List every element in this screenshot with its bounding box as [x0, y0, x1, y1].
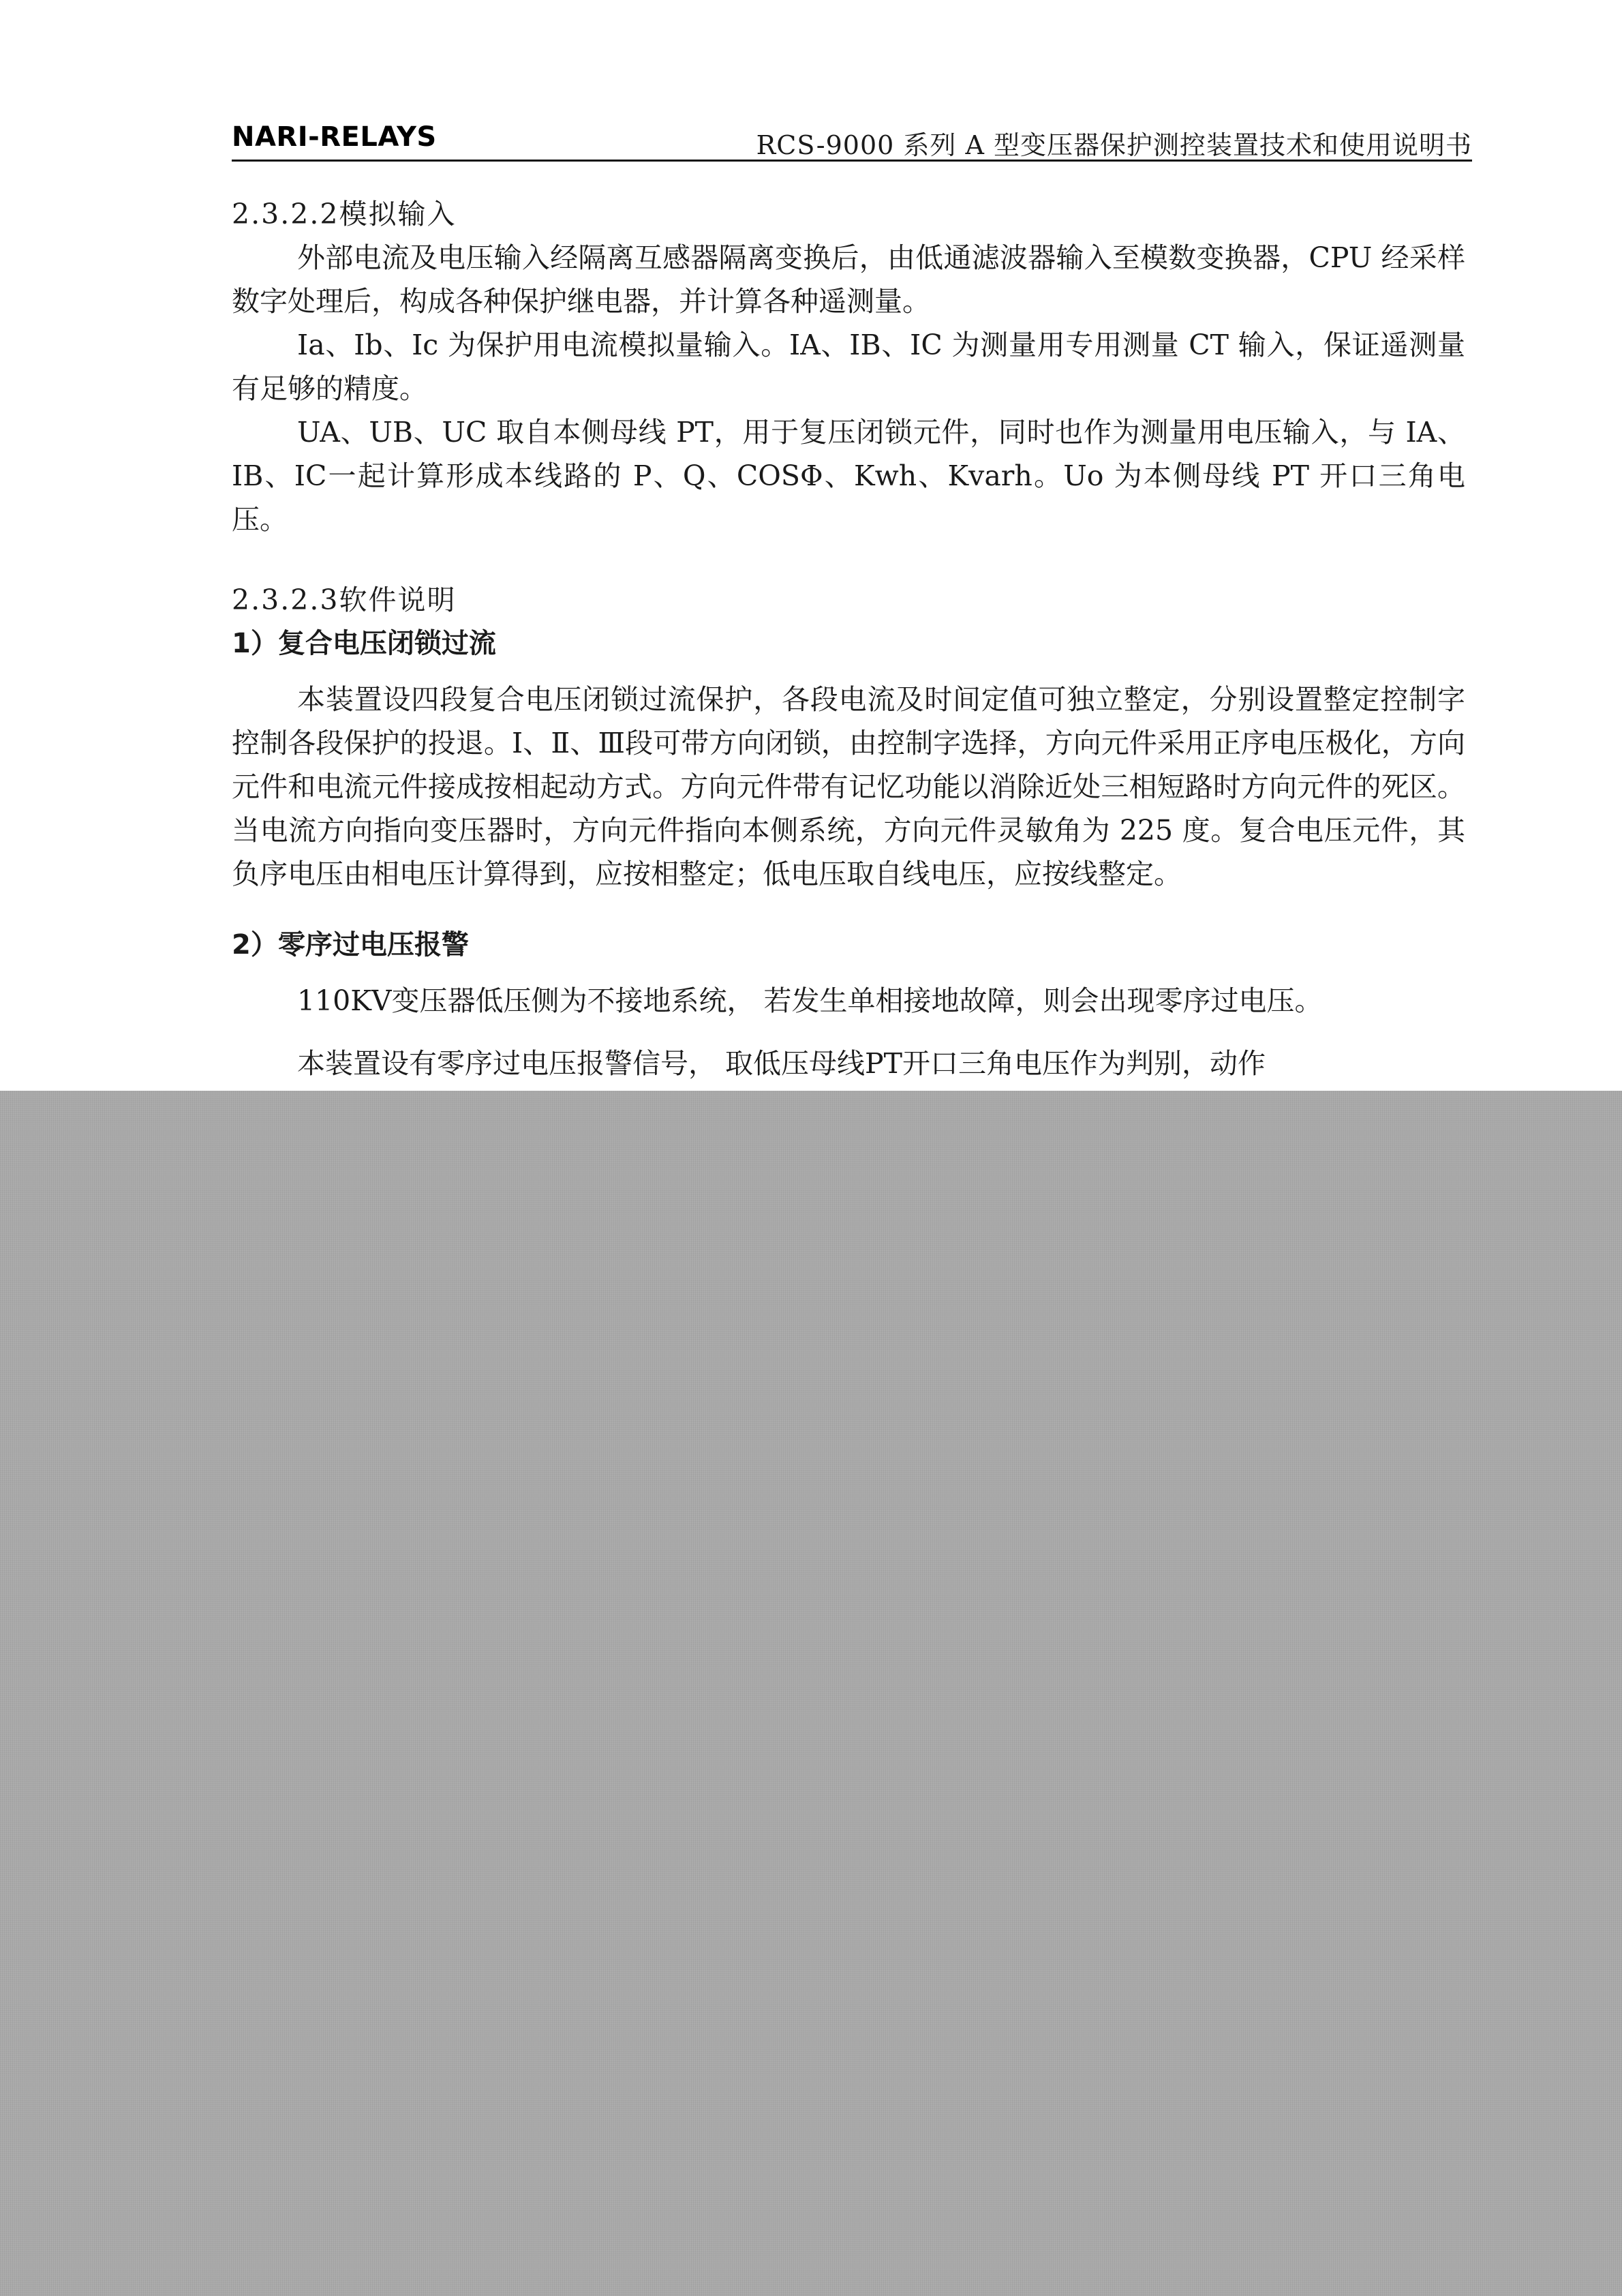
spacer	[232, 665, 1465, 678]
document-title: RCS-9000 系列 A 型变压器保护测控装置技术和使用说明书	[756, 130, 1472, 160]
page-header	[232, 115, 1472, 162]
brand-logo-text: NARI-RELAYS	[232, 121, 437, 153]
spacer	[232, 896, 1465, 923]
subheading-compound-voltage: 1）复合电压闭锁过流	[232, 628, 496, 659]
paragraph-analog-2: Ia、Ib、Ic 为保护用电流模拟量输入。IA、IB、IC 为测量用专用测量 CT 输入，保证遥测量有足够的精度。	[232, 329, 1465, 405]
redacted-region	[0, 1091, 1622, 2296]
spacer	[232, 967, 1465, 979]
spacer	[232, 541, 1465, 578]
paragraph-analog-1: 外部电流及电压输入经隔离互感器隔离变换后，由低通滤波器输入至模数变换器，CPU 经采样数字处理后，构成各种保护继电器，并计算各种遥测量。	[232, 241, 1465, 318]
paragraph-zero-sequence-continued: 本装置设有零序过电压报警信号， 取低压母线PT开口三角电压作为判别，动作	[297, 1047, 1266, 1080]
section-heading-software: 2.3.2.3软件说明	[232, 584, 457, 616]
document-body	[232, 192, 1465, 1023]
paragraph-zero-sequence: 110KV变压器低压侧为不接地系统， 若发生单相接地故障，则会出现零序过电压。	[297, 984, 1323, 1017]
paragraph-compound-voltage: 本装置设四段复合电压闭锁过流保护，各段电流及时间定值可独立整定，分别设置整定控制字控制各段保护的投退。Ⅰ、Ⅱ、Ⅲ段可带方向闭锁，由控制字选择，方向元件采用正序电压极化，方向元件和电流元件接成按相起动方式。方向元件带有记忆功能以消除近处三相短路时方向元件的死区。当电流方向指向变压器时，方向元件指向本侧系统，方向元件灵敏角为 225 度。复合电压元件，其负序电压由相电压计算得到，应按相整定；低电压取自线电压，应按线整定。	[232, 683, 1465, 890]
subheading-zero-sequence: 2）零序过电压报警	[232, 929, 469, 961]
paragraph-analog-3: UA、UB、UC 取自本侧母线 PT，用于复压闭锁元件，同时也作为测量用电压输入，与 IA、IB、IC一起计算形成本线路的 P、Q、COSΦ、Kwh、Kvarh。Uo 为本侧母线 PT 开口三角电压。	[232, 416, 1465, 536]
section-heading-analog-input: 2.3.2.2模拟输入	[232, 198, 457, 230]
